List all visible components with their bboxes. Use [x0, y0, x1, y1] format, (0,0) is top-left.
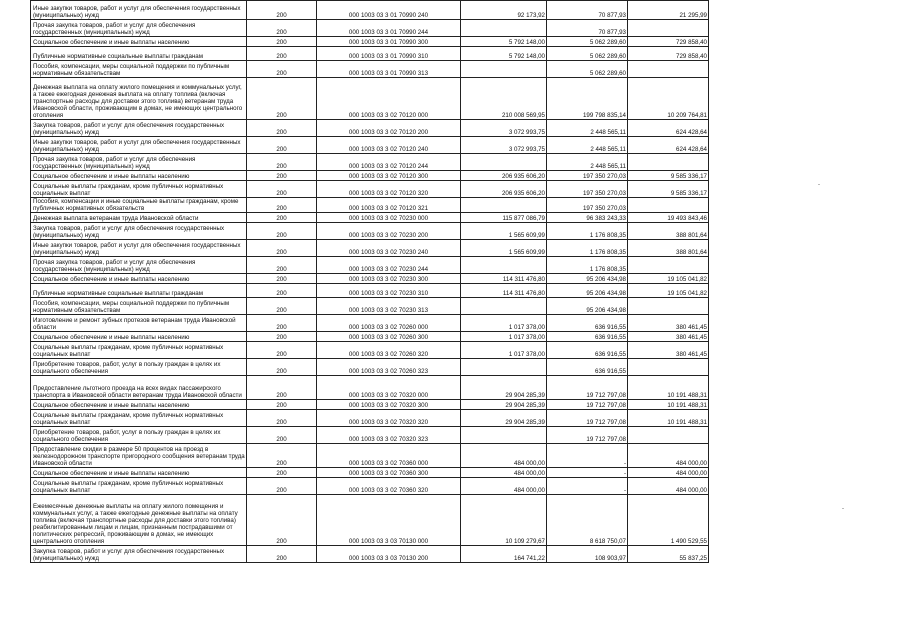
- table-row: [31, 20, 709, 37]
- row-code: 200: [247, 154, 317, 171]
- row-name: Социальное обеспечение и иные выплаты населению: [31, 400, 247, 410]
- row-name: Закупка товаров, работ и услуг для обеспечения государственных (муниципальных) нужд: [31, 120, 247, 137]
- budget-classification-code: 000 1003 03 3 02 70360 320: [317, 478, 461, 495]
- table-row: [31, 240, 709, 257]
- approved-amount: 1 017 378,00: [461, 315, 547, 332]
- row-name: Социальное обеспечение и иные выплаты населению: [31, 37, 247, 47]
- row-code: 200: [247, 478, 317, 495]
- row-name: Социальные выплаты гражданам, кроме публичных нормативных социальных выплат: [31, 181, 247, 198]
- executed-amount: 2 448 565,11: [547, 120, 628, 137]
- table-row: [31, 120, 709, 137]
- table-row: [31, 274, 709, 284]
- unexecuted-amount: 9 585 336,17: [628, 181, 709, 198]
- unexecuted-amount: 10 191 488,31: [628, 410, 709, 427]
- row-code: 200: [247, 137, 317, 154]
- approved-amount: 3 072 993,75: [461, 137, 547, 154]
- executed-amount: 636 916,55: [547, 342, 628, 359]
- approved-amount: 92 173,92: [461, 1, 547, 20]
- executed-amount: 95 206 434,98: [547, 284, 628, 298]
- row-code: 200: [247, 1, 317, 20]
- table-row: [31, 1, 709, 20]
- table-row: [31, 376, 709, 400]
- approved-amount: [461, 154, 547, 171]
- row-code: 200: [247, 410, 317, 427]
- unexecuted-amount: 9 585 336,17: [628, 171, 709, 181]
- unexecuted-amount: [628, 257, 709, 274]
- table-row: [31, 154, 709, 171]
- unexecuted-amount: 484 000,00: [628, 468, 709, 478]
- table-row: [31, 198, 709, 213]
- executed-amount: 95 206 434,98: [547, 274, 628, 284]
- unexecuted-amount: 388 801,64: [628, 223, 709, 240]
- row-code: 200: [247, 37, 317, 47]
- table-row: [31, 427, 709, 444]
- table-row: [31, 47, 709, 61]
- budget-classification-code: 000 1003 03 3 02 70360 300: [317, 468, 461, 478]
- approved-amount: [461, 298, 547, 315]
- row-name: Прочая закупка товаров, работ и услуг для обеспечения государственных (муниципальных) нужд: [31, 257, 247, 274]
- executed-amount: 636 916,55: [547, 359, 628, 376]
- budget-execution-table: [30, 0, 709, 563]
- approved-amount: 484 000,00: [461, 468, 547, 478]
- row-code: 200: [247, 223, 317, 240]
- table-row: [31, 359, 709, 376]
- table-row: [31, 171, 709, 181]
- row-code: 200: [247, 427, 317, 444]
- table-row: [31, 213, 709, 223]
- row-code: 200: [247, 61, 317, 78]
- row-code: 200: [247, 298, 317, 315]
- budget-classification-code: 000 1003 03 3 02 70120 240: [317, 137, 461, 154]
- row-code: 200: [247, 47, 317, 61]
- budget-classification-code: 000 1003 03 3 02 70260 000: [317, 315, 461, 332]
- executed-amount: 19 712 797,08: [547, 376, 628, 400]
- budget-classification-code: 000 1003 03 3 02 70230 313: [317, 298, 461, 315]
- approved-amount: [461, 257, 547, 274]
- unexecuted-amount: 380 461,45: [628, 342, 709, 359]
- row-name: Иные закупки товаров, работ и услуг для обеспечения государственных (муниципальных) нужд: [31, 240, 247, 257]
- executed-amount: 19 712 797,08: [547, 410, 628, 427]
- row-code: 200: [247, 468, 317, 478]
- unexecuted-amount: 729 858,40: [628, 47, 709, 61]
- executed-amount: 197 350 270,03: [547, 181, 628, 198]
- row-code: 200: [247, 315, 317, 332]
- row-code: 200: [247, 181, 317, 198]
- unexecuted-amount: 484 000,00: [628, 478, 709, 495]
- row-name: Приобретение товаров, работ, услуг в пользу граждан в целях их социального обеспечения: [31, 427, 247, 444]
- table-row: [31, 332, 709, 342]
- executed-amount: 1 176 808,35: [547, 223, 628, 240]
- unexecuted-amount: 1 490 529,55: [628, 495, 709, 546]
- row-code: 200: [247, 359, 317, 376]
- budget-classification-code: 000 1003 03 3 01 70990 240: [317, 1, 461, 20]
- approved-amount: 484 000,00: [461, 478, 547, 495]
- approved-amount: 1 565 609,99: [461, 240, 547, 257]
- row-name: Социальные выплаты гражданам, кроме публичных нормативных социальных выплат: [31, 478, 247, 495]
- executed-amount: 8 618 750,07: [547, 495, 628, 546]
- unexecuted-amount: [628, 61, 709, 78]
- unexecuted-amount: 484 000,00: [628, 444, 709, 468]
- budget-classification-code: 000 1003 03 3 02 70320 323: [317, 427, 461, 444]
- table-row: [31, 478, 709, 495]
- executed-amount: -: [547, 468, 628, 478]
- scan-speck: [842, 508, 844, 509]
- row-name: Публичные нормативные социальные выплаты гражданам: [31, 47, 247, 61]
- row-name: Прочая закупка товаров, работ и услуг для обеспечения государственных (муниципальных) нужд: [31, 20, 247, 37]
- approved-amount: 114 311 476,80: [461, 274, 547, 284]
- executed-amount: 636 916,55: [547, 332, 628, 342]
- budget-classification-code: 000 1003 03 3 02 70260 300: [317, 332, 461, 342]
- row-code: 200: [247, 257, 317, 274]
- row-name: Денежная выплата ветеранам труда Ивановской области: [31, 213, 247, 223]
- budget-classification-code: 000 1003 03 3 02 70320 000: [317, 376, 461, 400]
- approved-amount: [461, 198, 547, 213]
- table-body: [31, 1, 709, 563]
- budget-classification-code: 000 1003 03 3 02 70230 000: [317, 213, 461, 223]
- row-code: 200: [247, 198, 317, 213]
- executed-amount: 197 350 270,03: [547, 198, 628, 213]
- unexecuted-amount: 21 295,99: [628, 1, 709, 20]
- table-row: [31, 61, 709, 78]
- budget-classification-code: 000 1003 03 3 02 70230 200: [317, 223, 461, 240]
- row-name: Социальное обеспечение и иные выплаты населению: [31, 274, 247, 284]
- executed-amount: 2 448 565,11: [547, 154, 628, 171]
- approved-amount: 210 008 569,95: [461, 78, 547, 120]
- executed-amount: -: [547, 444, 628, 468]
- executed-amount: 1 176 808,35: [547, 257, 628, 274]
- table-row: [31, 444, 709, 468]
- approved-amount: [461, 427, 547, 444]
- table-row: [31, 546, 709, 563]
- unexecuted-amount: 10 191 488,31: [628, 400, 709, 410]
- unexecuted-amount: 380 461,45: [628, 315, 709, 332]
- unexecuted-amount: [628, 20, 709, 37]
- unexecuted-amount: 10 209 764,81: [628, 78, 709, 120]
- row-name: Денежная выплата на оплату жилого помещения и коммунальных услуг, а также ежегодная денежная выплата на оплату топлива (включая транспортные расходы для доставки этого топлива) ветеранам труда Ивановской области, проживающим в домах, не имеющих центрального отопления: [31, 78, 247, 120]
- row-name: Социальные выплаты гражданам, кроме публичных нормативных социальных выплат: [31, 410, 247, 427]
- approved-amount: 1 017 378,00: [461, 342, 547, 359]
- row-code: 200: [247, 120, 317, 137]
- table-row: [31, 298, 709, 315]
- table-row: [31, 410, 709, 427]
- row-code: 200: [247, 546, 317, 563]
- approved-amount: [461, 61, 547, 78]
- unexecuted-amount: 380 461,45: [628, 332, 709, 342]
- budget-classification-code: 000 1003 03 3 02 70320 320: [317, 410, 461, 427]
- unexecuted-amount: 19 493 843,46: [628, 213, 709, 223]
- row-name: Изготовление и ремонт зубных протезов ветеранам труда Ивановской области: [31, 315, 247, 332]
- row-name: Иные закупки товаров, работ и услуг для обеспечения государственных (муниципальных) нужд: [31, 1, 247, 20]
- row-name: Пособия, компенсации и иные социальные выплаты гражданам, кроме публичных нормативных обязательств: [31, 198, 247, 213]
- budget-classification-code: 000 1003 03 3 02 70360 000: [317, 444, 461, 468]
- budget-classification-code: 000 1003 03 3 01 70990 244: [317, 20, 461, 37]
- row-code: 200: [247, 213, 317, 223]
- executed-amount: 19 712 797,08: [547, 400, 628, 410]
- row-name: Пособия, компенсации, меры социальной поддержки по публичным нормативным обязательствам: [31, 298, 247, 315]
- table-row: [31, 137, 709, 154]
- approved-amount: 1 017 378,00: [461, 332, 547, 342]
- row-code: 200: [247, 20, 317, 37]
- unexecuted-amount: 624 428,64: [628, 137, 709, 154]
- budget-classification-code: 000 1003 03 3 02 70120 244: [317, 154, 461, 171]
- budget-classification-code: 000 1003 03 3 01 70990 300: [317, 37, 461, 47]
- budget-classification-code: 000 1003 03 3 02 70230 240: [317, 240, 461, 257]
- approved-amount: 29 904 285,39: [461, 400, 547, 410]
- approved-amount: 115 877 086,79: [461, 213, 547, 223]
- approved-amount: 10 109 279,67: [461, 495, 547, 546]
- row-code: 200: [247, 495, 317, 546]
- table-row: [31, 223, 709, 240]
- executed-amount: 70 877,93: [547, 1, 628, 20]
- budget-classification-code: 000 1003 03 3 01 70990 310: [317, 47, 461, 61]
- executed-amount: 2 448 565,11: [547, 137, 628, 154]
- unexecuted-amount: 19 105 041,82: [628, 284, 709, 298]
- approved-amount: 3 072 993,75: [461, 120, 547, 137]
- unexecuted-amount: 729 858,40: [628, 37, 709, 47]
- approved-amount: 484 000,00: [461, 444, 547, 468]
- executed-amount: 70 877,93: [547, 20, 628, 37]
- row-code: 200: [247, 444, 317, 468]
- budget-classification-code: 000 1003 03 3 02 70260 323: [317, 359, 461, 376]
- table-row: [31, 78, 709, 120]
- table-row: [31, 181, 709, 198]
- row-name: Прочая закупка товаров, работ и услуг для обеспечения государственных (муниципальных) нужд: [31, 154, 247, 171]
- table-row: [31, 37, 709, 47]
- executed-amount: 5 062 289,60: [547, 37, 628, 47]
- row-name: Социальное обеспечение и иные выплаты населению: [31, 468, 247, 478]
- budget-classification-code: 000 1003 03 3 02 70120 000: [317, 78, 461, 120]
- row-name: Предоставление льготного проезда на всех видах пассажирского транспорта в Ивановской области ветеранам труда Ивановской области: [31, 376, 247, 400]
- approved-amount: 206 935 606,20: [461, 181, 547, 198]
- approved-amount: 5 792 148,00: [461, 47, 547, 61]
- approved-amount: 206 935 606,20: [461, 171, 547, 181]
- approved-amount: 1 565 609,99: [461, 223, 547, 240]
- executed-amount: 199 798 835,14: [547, 78, 628, 120]
- approved-amount: [461, 20, 547, 37]
- executed-amount: 1 176 808,35: [547, 240, 628, 257]
- executed-amount: 95 206 434,98: [547, 298, 628, 315]
- budget-classification-code: 000 1003 03 3 02 70120 321: [317, 198, 461, 213]
- unexecuted-amount: 388 801,64: [628, 240, 709, 257]
- table-row: [31, 257, 709, 274]
- executed-amount: 197 350 270,03: [547, 171, 628, 181]
- budget-classification-code: 000 1003 03 3 02 70230 244: [317, 257, 461, 274]
- budget-classification-code: 000 1003 03 3 02 70120 200: [317, 120, 461, 137]
- row-code: 200: [247, 240, 317, 257]
- unexecuted-amount: 10 191 488,31: [628, 376, 709, 400]
- unexecuted-amount: 624 428,64: [628, 120, 709, 137]
- budget-classification-code: 000 1003 03 3 02 70260 320: [317, 342, 461, 359]
- row-code: 200: [247, 400, 317, 410]
- budget-classification-code: 000 1003 03 3 02 70230 310: [317, 284, 461, 298]
- row-code: 200: [247, 171, 317, 181]
- row-code: 200: [247, 274, 317, 284]
- row-name: Социальное обеспечение и иные выплаты населению: [31, 171, 247, 181]
- row-code: 200: [247, 332, 317, 342]
- budget-classification-code: 000 1003 03 3 02 70120 300: [317, 171, 461, 181]
- executed-amount: 19 712 797,08: [547, 427, 628, 444]
- row-name: Закупка товаров, работ и услуг для обеспечения государственных (муниципальных) нужд: [31, 223, 247, 240]
- executed-amount: 636 916,55: [547, 315, 628, 332]
- row-name: Социальные выплаты гражданам, кроме публичных нормативных социальных выплат: [31, 342, 247, 359]
- budget-classification-code: 000 1003 03 3 02 70230 300: [317, 274, 461, 284]
- row-name: Пособия, компенсации, меры социальной поддержки по публичным нормативным обязательствам: [31, 61, 247, 78]
- executed-amount: 5 062 289,60: [547, 47, 628, 61]
- approved-amount: 114 311 476,80: [461, 284, 547, 298]
- unexecuted-amount: [628, 154, 709, 171]
- row-name: Публичные нормативные социальные выплаты гражданам: [31, 284, 247, 298]
- scan-speck: [818, 184, 820, 185]
- budget-classification-code: 000 1003 03 3 02 70120 320: [317, 181, 461, 198]
- table-row: [31, 342, 709, 359]
- row-name: Социальное обеспечение и иные выплаты населению: [31, 332, 247, 342]
- budget-classification-code: 000 1003 03 3 03 70130 000: [317, 495, 461, 546]
- executed-amount: -: [547, 478, 628, 495]
- table-row: [31, 495, 709, 546]
- row-code: 200: [247, 376, 317, 400]
- executed-amount: 5 062 289,60: [547, 61, 628, 78]
- approved-amount: 29 904 285,39: [461, 410, 547, 427]
- row-code: 200: [247, 342, 317, 359]
- unexecuted-amount: 19 105 041,82: [628, 274, 709, 284]
- row-code: 200: [247, 284, 317, 298]
- row-name: Приобретение товаров, работ, услуг в пользу граждан в целях их социального обеспечения: [31, 359, 247, 376]
- row-name: Предоставление скидки в размере 50 процентов на проезд в железнодорожном транспорте пригородного сообщения ветеранам труда Ивановской области: [31, 444, 247, 468]
- unexecuted-amount: 55 837,25: [628, 546, 709, 563]
- row-name: Закупка товаров, работ и услуг для обеспечения государственных (муниципальных) нужд: [31, 546, 247, 563]
- unexecuted-amount: [628, 198, 709, 213]
- unexecuted-amount: [628, 427, 709, 444]
- approved-amount: 29 904 285,39: [461, 376, 547, 400]
- table-row: [31, 468, 709, 478]
- budget-classification-code: 000 1003 03 3 03 70130 200: [317, 546, 461, 563]
- report-sheet: [30, 0, 708, 563]
- approved-amount: [461, 359, 547, 376]
- row-code: 200: [247, 78, 317, 120]
- unexecuted-amount: [628, 298, 709, 315]
- executed-amount: 108 903,97: [547, 546, 628, 563]
- unexecuted-amount: [628, 359, 709, 376]
- approved-amount: 5 792 148,00: [461, 37, 547, 47]
- table-row: [31, 284, 709, 298]
- approved-amount: 164 741,22: [461, 546, 547, 563]
- table-row: [31, 400, 709, 410]
- budget-classification-code: 000 1003 03 3 01 70990 313: [317, 61, 461, 78]
- row-name: Иные закупки товаров, работ и услуг для обеспечения государственных (муниципальных) нужд: [31, 137, 247, 154]
- executed-amount: 96 383 243,33: [547, 213, 628, 223]
- row-name: Ежемесячные денежные выплаты на оплату жилого помещения и коммунальных услуг, а также ежегодные денежные выплаты на оплату топлива (включая транспортные расходы для доставки этого топлива) реабилитированным лицам и лицам, признанным пострадавшими от политических репрессий, проживающим в домах, не имеющих центрального отопления: [31, 495, 247, 546]
- budget-classification-code: 000 1003 03 3 02 70320 300: [317, 400, 461, 410]
- table-row: [31, 315, 709, 332]
